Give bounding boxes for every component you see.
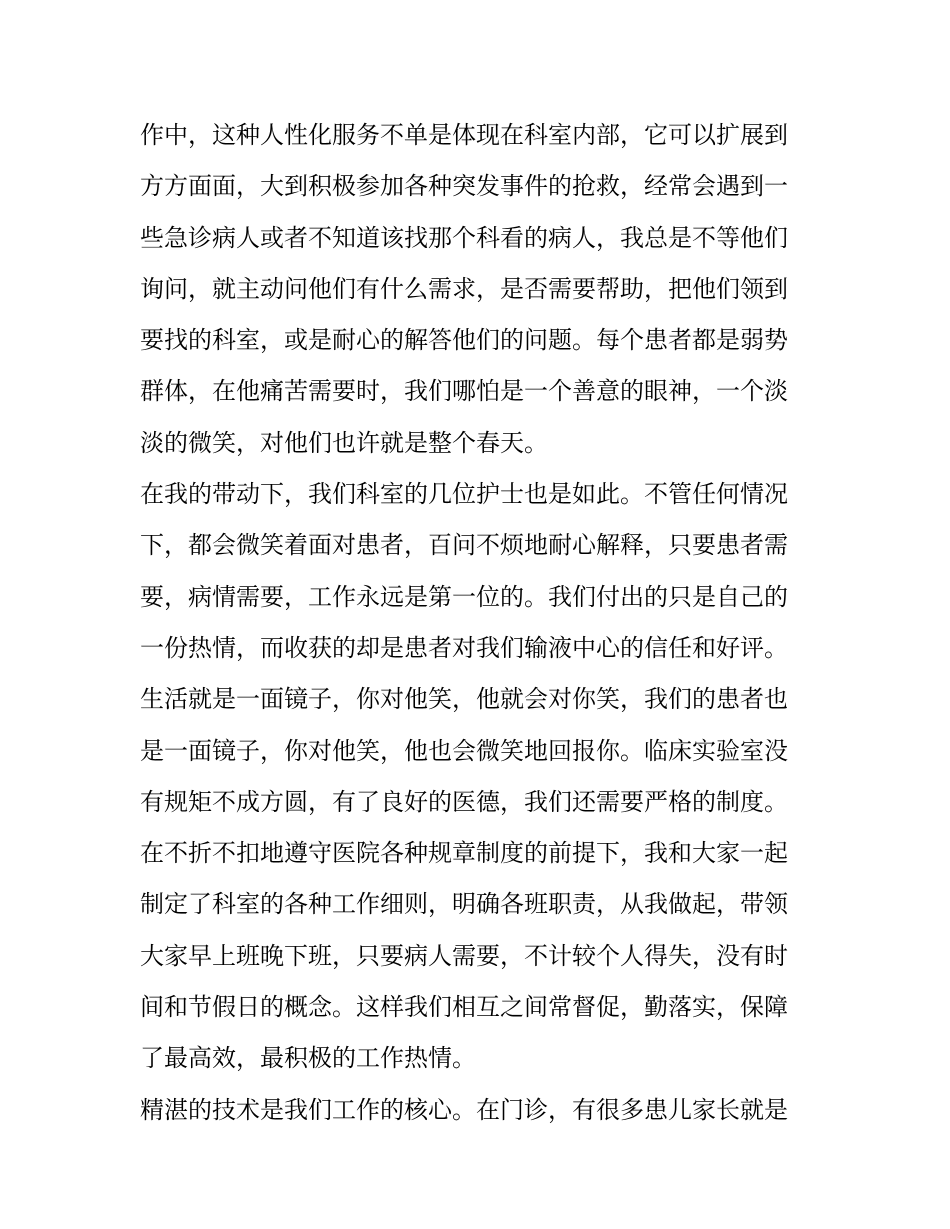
text-line: 有规矩不成方圆，有了良好的医德，我们还需要严格的制度。 — [140, 787, 788, 816]
text-line: 询问，就主动问他们有什么需求，是否需要帮助，把他们领到 — [140, 274, 788, 303]
text-line: 方方面面，大到积极参加各种突发事件的抢救，经常会遇到一 — [140, 172, 788, 201]
text-line: 要，病情需要，工作永远是第一位的。我们付出的只是自己的 — [140, 582, 788, 611]
text-line: 间和节假日的概念。这样我们相互之间常督促，勤落实，保障 — [140, 993, 788, 1022]
text-line: 精湛的技术是我们工作的核心。在门诊，有很多患儿家长就是 — [140, 1095, 788, 1124]
body-text — [140, 110, 820, 1136]
text-line: 作中，这种人性化服务不单是体现在科室内部，它可以扩展到 — [140, 121, 788, 149]
text-line: 在不折不扣地遵守医院各种规章制度的前提下，我和大家一起 — [140, 839, 788, 868]
text-line: 生活就是一面镜子，你对他笑，他就会对你笑，我们的患者也 — [140, 685, 788, 714]
text-line: 制定了科室的各种工作细则，明确各班职责，从我做起，带领 — [140, 890, 788, 919]
text-line: 在我的带动下，我们科室的几位护士也是如此。不管任何情况 — [140, 480, 788, 509]
text-line: 一份热情，而收获的却是患者对我们输液中心的信任和好评。 — [140, 633, 788, 662]
text-line: 些急诊病人或者不知道该找那个科看的病人，我总是不等他们 — [140, 223, 788, 252]
text-line: 下，都会微笑着面对患者，百问不烦地耐心解释，只要患者需 — [140, 531, 788, 560]
text-line: 群体，在他痛苦需要时，我们哪怕是一个善意的眼神，一个淡 — [140, 377, 788, 406]
text-line: 要找的科室，或是耐心的解答他们的问题。每个患者都是弱势 — [140, 326, 788, 355]
text-line: 是一面镜子，你对他笑，他也会微笑地回报你。临床实验室没 — [140, 736, 788, 765]
text-line: 了最高效，最积极的工作热情。 — [140, 1044, 476, 1073]
text-line: 大家早上班晚下班，只要病人需要，不计较个人得失，没有时 — [140, 941, 788, 970]
text-line: 淡的微笑，对他们也许就是整个春天。 — [140, 428, 548, 457]
